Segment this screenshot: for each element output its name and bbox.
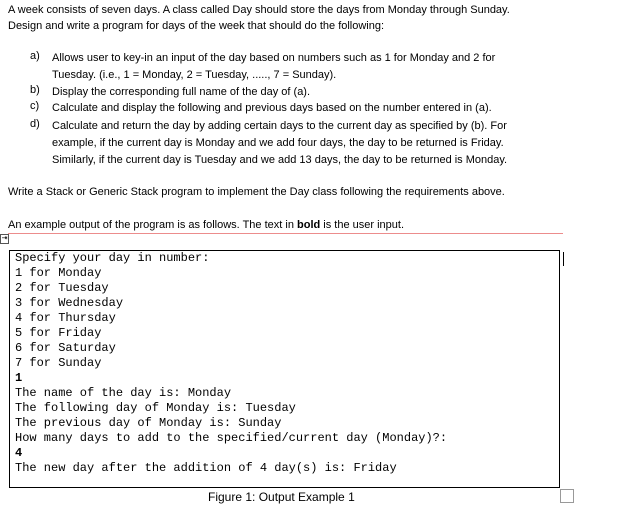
console-output-box: [9, 250, 560, 488]
resize-handle-icon[interactable]: [560, 489, 574, 503]
intro-line-1: A week consists of seven days. A class called Day should store the days from Monday through Sunday.: [8, 4, 510, 16]
console-line: How many days to add to the specified/current day (Monday)?:: [15, 431, 448, 445]
figure-caption: Figure 1: Output Example 1: [208, 490, 355, 504]
list-label: d): [30, 118, 40, 130]
requirement-text: Write a Stack or Generic Stack program to implement the Day class following the requirements above.: [8, 186, 505, 198]
list-item-c-line-1: Calculate and display the following and previous days based on the number entered in (a).: [52, 102, 492, 114]
console-line: Specify your day in number:: [15, 251, 210, 265]
list-item-a-line-1: Allows user to key-in an input of the day based on numbers such as 1 for Monday and 2 for: [52, 52, 496, 64]
list-item-d-line-1: Calculate and return the day by adding certain days to the current day as specified by (b). For: [52, 120, 507, 132]
list-label: c): [30, 100, 40, 112]
list-item-d-line-2: example, if the current day is Monday and we add four days, the day to be returned is Friday.: [52, 137, 504, 149]
intro-paragraph: [8, 2, 510, 34]
list-item-b-line-1: Display the corresponding full name of the day of (a).: [52, 86, 311, 98]
list-label: b): [30, 84, 40, 96]
anchor-icon[interactable]: ⇥: [1, 235, 8, 242]
example-intro: [8, 217, 404, 233]
console-user-input: 4: [15, 446, 23, 460]
list-item-d-line-3: Similarly, if the current day is Tuesday and we add 13 days, the day to be returned is Monday.: [52, 154, 508, 166]
console-line: 7 for Sunday: [15, 356, 102, 370]
console-line: 1 for Monday: [15, 266, 102, 280]
console-line: The previous day of Monday is: Sunday: [15, 416, 282, 430]
console-user-input: 1: [15, 371, 23, 385]
text-cursor: [563, 252, 564, 266]
list-label: a): [30, 50, 40, 62]
intro-line-2: Design and write a program for days of the week that should do the following:: [8, 20, 385, 32]
console-line: 3 for Wednesday: [15, 296, 124, 310]
console-line: The new day after the addition of 4 day(s) is: Friday: [15, 461, 397, 475]
console-line: 4 for Thursday: [15, 311, 116, 325]
example-suffix: is the user input.: [320, 219, 405, 231]
console-line: 6 for Saturday: [15, 341, 116, 355]
console-line: 2 for Tuesday: [15, 281, 109, 295]
console-line: The following day of Monday is: Tuesday: [15, 401, 296, 415]
example-bold-word: bold: [297, 219, 321, 231]
example-prefix: An example output of the program is as follows. The text in: [8, 219, 298, 231]
console-line: The name of the day is: Monday: [15, 386, 232, 400]
spellcheck-underline: [8, 233, 563, 234]
list-item-a-line-2: Tuesday. (i.e., 1 = Monday, 2 = Tuesday, ....., 7 = Sunday).: [52, 69, 337, 81]
console-line: 5 for Friday: [15, 326, 102, 340]
